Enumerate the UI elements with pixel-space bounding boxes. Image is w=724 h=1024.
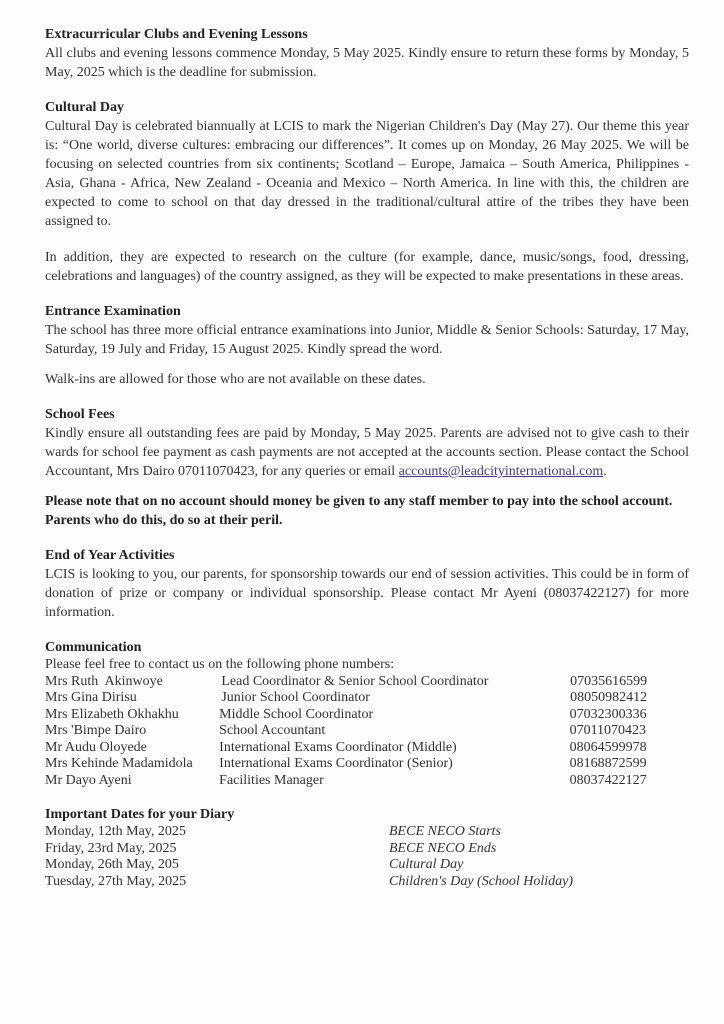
entrance-exam-title: Entrance Examination [45,304,181,319]
walk-ins-note: Walk-ins are allowed for those who are not available on these dates. [45,372,426,387]
contact-phone: 07035616599 [570,673,648,689]
clubs-body: All clubs and evening lessons commence Monday, 5 May 2025. Kindly ensure to return these forms by Monday, 5 May, 2025 which is the deadline for submission. [45,46,689,80]
contact-role: Lead Coordinator & Senior School Coordinator [221,673,489,689]
contact-name: Mrs Kehinde Madamidola [45,756,193,771]
end-of-year-body: LCIS is looking to you, our parents, for sponsorship towards our end of session activities. This could be in form of donation of prize or company or individual sponsorship. Please contact Mr Ayeni (08037422127) for more information. [45,567,689,620]
contact-name: Mrs Ruth Akinwoye [45,673,163,689]
cultural-day-section [45,99,689,286]
entrance-exam-body: The school has three more official entrance examinations into Junior, Middle & Senior Schools: Saturday, 17 May, Saturday, 19 July and Friday, 15 August 2025. Kindly spread the word. [45,323,689,357]
contact-row [45,756,689,773]
school-fees-body [45,424,689,481]
dates-table [45,824,689,890]
contact-role: School Accountant [219,723,326,738]
contact-row [45,773,689,790]
contact-phone: 07011070423 [569,723,647,738]
contact-row [45,723,689,740]
event-name: Cultural Day [389,857,464,872]
cultural-day-title: Cultural Day [45,100,124,115]
contact-role: International Exams Coordinator (Senior) [219,756,453,771]
contact-name: Mrs Gina Dirisu [45,690,137,705]
contact-row [45,707,689,724]
contact-row [45,740,689,757]
contact-name: Mr Dayo Ayeni [45,772,132,788]
date-row [45,841,689,858]
contact-name: Mr Audu Oloyede [45,739,147,755]
contact-phone: 08050982412 [570,690,648,705]
contact-phone: 08037422127 [569,772,647,788]
contact-phone: 07032300336 [569,706,647,722]
contact-name: Mrs Elizabeth Okhakhu [45,706,179,722]
date-row [45,857,689,874]
contacts-table [45,674,689,790]
newsletter-page [45,26,689,890]
school-fees-text: Kindly ensure all outstanding fees are paid by Monday, 5 May 2025. Parents are advised not to give cash to their wards for school fee payment as cash payments are not accepted at the accounts section. Please contact the School Accountant, Mrs Dairo 07011070423, for any queries or email [45,426,689,479]
contact-role: Middle School Coordinator [219,706,374,722]
date-value: Monday, 12th May, 2025 [45,824,186,839]
school-fees-section [45,406,689,530]
important-dates-section [45,806,689,890]
end-of-year-section [45,547,689,622]
contact-role: Facilities Manager [219,772,324,788]
email-suffix: . [603,464,607,479]
clubs-section [45,26,689,82]
end-of-year-title: End of Year Activities [45,548,175,563]
contact-role: Junior School Coordinator [221,690,370,705]
event-name: Children's Day (School Holiday) [389,873,574,889]
clubs-title: Extracurricular Clubs and Evening Lessons [45,27,308,42]
payment-warning: Please note that on no account should money be given to any staff member to pay into the school account. Parents who do this, do so at their peril. [45,494,673,528]
date-row [45,874,689,891]
communication-section [45,639,689,789]
contact-row [45,690,689,707]
communication-intro: Please feel free to contact us on the following phone numbers: [45,657,395,672]
school-fees-title: School Fees [45,407,115,422]
date-value: Monday, 26th May, 205 [45,857,179,872]
cultural-day-body: Cultural Day is celebrated biannually at LCIS to mark the Nigerian Children's Day (May 27). Our theme this year is: “One world, diverse cultures: embracing our differences”. It comes up on Monday, 26 May 2025. We will be focusing on selected countries from six continents; Scotland – Europe, Jamaica – South America, Philippines - Asia, Ghana - Africa, New Zealand - Oceania and Mexico – North America. In line with this, the children are expected to come to school on that day dressed in the traditional/cultural attire of the tribes they have been assigned to. [45,119,689,229]
date-value: Tuesday, 27th May, 2025 [45,873,187,889]
important-dates-title: Important Dates for your Diary [45,807,235,822]
contact-row [45,674,689,691]
accounts-email-link[interactable]: accounts@leadcityinternational.com [398,464,604,479]
contact-phone: 08064599978 [569,739,647,755]
contact-role: International Exams Coordinator (Middle) [219,739,457,755]
event-name: BECE NECO Ends [389,840,497,856]
cultural-day-research: In addition, they are expected to research on the culture (for example, dance, music/songs, food, dressing, celebrations and languages) of the country assigned, as they will be expected to make presentations in these areas. [45,250,689,284]
contact-phone: 08168872599 [569,756,647,771]
date-row [45,824,689,841]
communication-title: Communication [45,640,142,655]
entrance-exam-section [45,303,689,389]
date-value: Friday, 23rd May, 2025 [45,840,177,856]
event-name: BECE NECO Starts [389,824,502,839]
contact-name: Mrs 'Bimpe Dairo [45,723,147,738]
